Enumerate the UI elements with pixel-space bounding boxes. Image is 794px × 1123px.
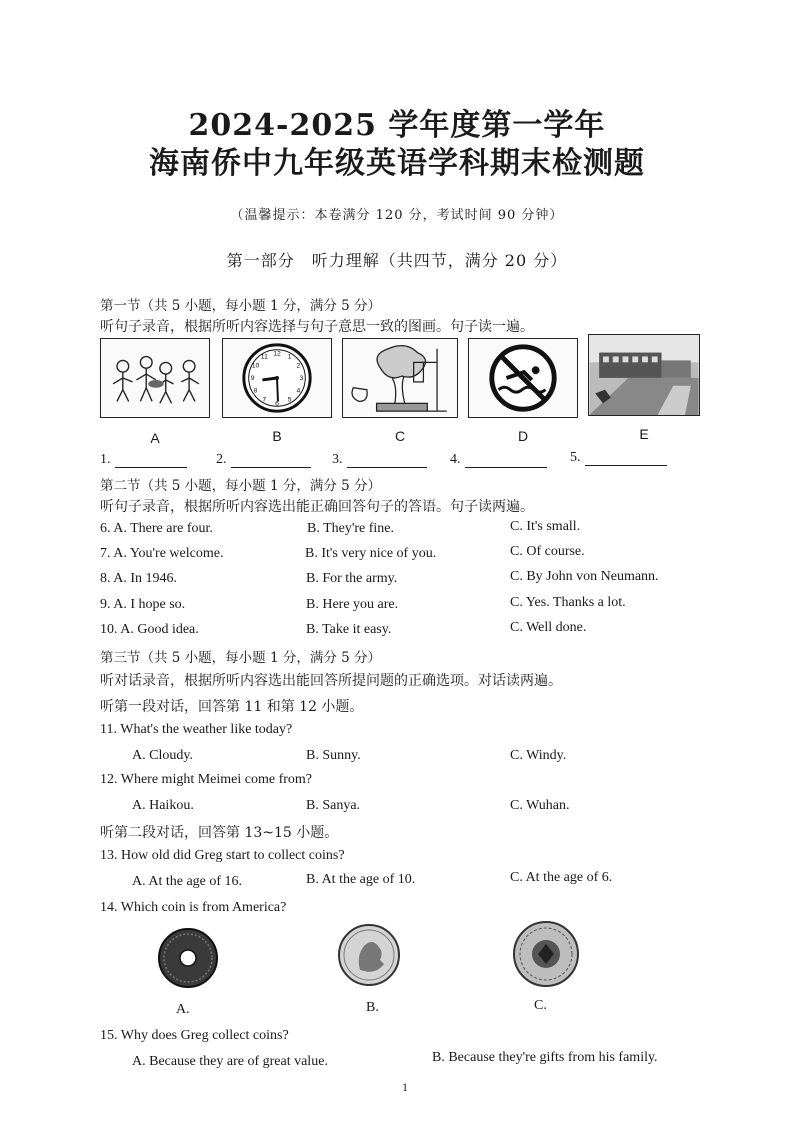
q13-option-b[interactable]: B. At the age of 10. [306,872,416,887]
svg-text:10: 10 [251,362,260,370]
picture-a-people-playing [100,338,210,418]
section3-instruction: 听对话录音，根据所听内容选出能回答所提问题的正确选项。对话读两遍。 [100,673,562,689]
q12-option-b[interactable]: B. Sanya. [306,798,361,813]
exam-notice: （温馨提示：本卷满分 120 分，考试时间 90 分钟） [230,208,564,223]
dialog2-intro: 听第二段对话，回答第 13~15 小题。 [100,825,339,841]
picture-label-b: B [272,428,282,444]
svg-text:9: 9 [250,374,255,382]
picture-d-no-swimming-sign [468,338,578,418]
q11-stem: 11. What's the weather like today? [100,722,293,737]
svg-text:4: 4 [296,387,301,395]
answer-blank-5[interactable]: 5. [570,450,667,466]
answer-blank-4[interactable]: 4. [450,452,547,468]
section2-instruction: 听句子录音，根据所听内容选出能正确回答句子的答语。句子读两遍。 [100,499,534,515]
svg-text:3: 3 [299,374,304,382]
q11-option-b[interactable]: B. Sunny. [306,748,361,763]
lab-equipment-icon [343,339,457,417]
svg-text:12: 12 [273,350,281,358]
q6-option-b[interactable]: B. They're fine. [307,521,395,536]
svg-text:11: 11 [260,353,268,361]
no-swimming-icon [469,339,577,417]
section1-heading: 第一节（共 5 小题，每小题 1 分，满分 5 分） [100,298,382,314]
q8-option-a[interactable]: 8. A. In 1946. [100,571,177,586]
q6-option-a[interactable]: 6. A. There are four. [100,521,213,536]
exam-title-line2: 海南侨中九年级英语学科期末检测题 [149,146,645,181]
page-number: 1 [402,1080,408,1094]
svg-text:1: 1 [287,353,292,361]
q12-option-c[interactable]: C. Wuhan. [510,798,570,813]
picture-e-building [588,334,700,416]
q8-option-c[interactable]: C. By John von Neumann. [510,569,659,584]
q7-option-b[interactable]: B. It's very nice of you. [305,546,437,561]
picture-label-e: E [639,426,649,442]
people-icon [101,339,209,417]
picture-b-clock [222,338,332,418]
section2-heading: 第二节（共 5 小题，每小题 1 分，满分 5 分） [100,478,382,494]
part1-heading: 第一部分 听力理解（共四节，满分 20 分） [226,251,568,270]
svg-text:6: 6 [275,400,279,408]
svg-text:8: 8 [253,387,258,395]
q14-stem: 14. Which coin is from America? [100,900,287,915]
q15-stem: 15. Why does Greg collect coins? [100,1028,289,1043]
svg-text:5: 5 [287,396,292,404]
clock-icon [223,339,331,417]
answer-blank-2[interactable]: 2. [216,452,311,468]
q14-option-a[interactable]: A. [176,1002,190,1017]
q8-option-b[interactable]: B. For the army. [306,571,398,586]
q9-option-a[interactable]: 9. A. I hope so. [100,597,186,612]
q7-option-c[interactable]: C. Of course. [510,544,585,559]
answer-blank-1[interactable]: 1. [100,452,187,468]
coin-a-holed-icon[interactable] [156,926,220,990]
q13-option-a[interactable]: A. At the age of 16. [132,874,243,889]
coin-b-portrait-icon[interactable] [336,922,402,988]
q15-option-b[interactable]: B. Because they're gifts from his family. [432,1050,658,1065]
svg-text:2: 2 [296,362,301,370]
picture-c-experiment [342,338,458,418]
q14-option-c[interactable]: C. [534,998,547,1013]
q10-option-b[interactable]: B. Take it easy. [306,622,392,637]
q11-option-c[interactable]: C. Windy. [510,748,567,763]
q13-stem: 13. How old did Greg start to collect coins? [100,848,345,863]
section1-instruction: 听句子录音，根据所听内容选择与句子意思一致的图画。句子读一遍。 [100,319,534,335]
coin-c-emblem-icon[interactable] [510,918,582,990]
q11-option-a[interactable]: A. Cloudy. [132,748,193,763]
q14-option-b[interactable]: B. [366,1000,379,1015]
q10-option-c[interactable]: C. Well done. [510,620,587,635]
q10-option-a[interactable]: 10. A. Good idea. [100,622,199,637]
q13-option-c[interactable]: C. At the age of 6. [510,870,613,885]
answer-blank-3[interactable]: 3. [332,452,427,468]
q6-option-c[interactable]: C. It's small. [510,519,581,534]
dialog1-intro: 听第一段对话，回答第 11 和第 12 小题。 [100,699,364,715]
q9-option-c[interactable]: C. Yes. Thanks a lot. [510,595,626,610]
q12-option-a[interactable]: A. Haikou. [132,798,194,813]
picture-label-c: C [394,428,406,444]
q15-option-a[interactable]: A. Because they are of great value. [132,1054,328,1069]
q12-stem: 12. Where might Meimei come from? [100,772,313,787]
building-photo-icon [589,335,699,415]
exam-title-line1: 2024-2025 学年度第一学年 [188,108,606,143]
section3-heading: 第三节（共 5 小题，每小题 1 分，满分 5 分） [100,650,382,666]
picture-label-d: D [517,428,529,444]
q7-option-a[interactable]: 7. A. You're welcome. [100,546,224,561]
svg-text:7: 7 [262,396,267,404]
q9-option-b[interactable]: B. Here you are. [306,597,399,612]
picture-label-a: A [150,430,160,446]
